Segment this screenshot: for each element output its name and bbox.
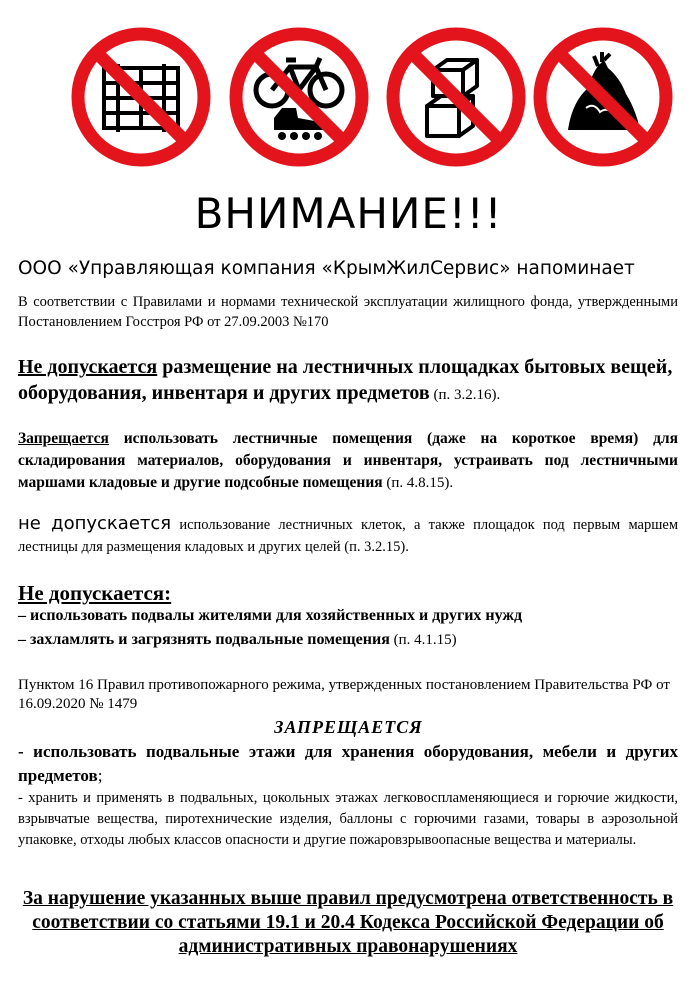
fire-rules-paragraph: Пунктом 16 Правил противопожарного режима, утвержденных постановлением Правительства РФ от 16.09.2020 № 1479 — [18, 677, 670, 712]
prohibition-signs — [0, 22, 697, 172]
no-boxes-icon — [381, 22, 531, 172]
rule-lead: Запрещается — [18, 430, 109, 447]
rule-text: размещение на лестничных площадках бытовых вещей, оборудования, инвентаря и других предметов — [18, 356, 673, 404]
rule-reference: (п. 3.2.16). — [429, 387, 501, 403]
forbidden-basement-storage: - использовать подвальные этажи для хранения оборудования, мебели и других предметов; — [18, 742, 678, 785]
rule-text: использование лестничных клеток, а также площадок под первым маршем лестницы для размещения кладовых и других целей (п. 3.2.15). — [18, 517, 678, 555]
basement-rules-list — [18, 604, 688, 652]
page-title: ВНИМАНИЕ!!! — [194, 189, 503, 238]
forbidden-flammables: - хранить и применять в подвальных, цокольных этажах легковоспламеняющиеся и горючие жидкости, взрывчатые вещества, пиротехнические изделия, баллоны с горючими газами, товары в аэрозольной упаковке, отходы любых классов опасности и другие пожаровзрывоопасные вещества и материалы. — [18, 790, 678, 848]
rule-lead: Не допускается — [18, 356, 158, 378]
basement-rules-heading: Не допускается: — [18, 581, 172, 605]
rule-stairwells — [18, 513, 678, 558]
rule-staircase-landings — [18, 354, 678, 408]
forbidden-heading: ЗАПРЕЩАЕТСЯ — [274, 717, 423, 737]
rule-staircase-storage — [18, 428, 678, 494]
no-bicycle-icon — [224, 22, 374, 172]
list-item: – использовать подвалы жителями для хозяйственных и других нужд — [18, 607, 523, 624]
rule-text: использовать лестничные помещения (даже на короткое время) для складирования материалов, оборудования и инвентаря, устраивать под лестничными маршами кладовые и другие подсобные помещения — [18, 430, 678, 491]
company-line: ООО «Управляющая компания «КрымЖилСервис» напоминает — [18, 258, 635, 279]
no-garbage-icon — [528, 22, 678, 172]
rule-lead: не допускается — [18, 513, 172, 534]
intro-paragraph: В соответствии с Правилами и нормами технической эксплуатации жилищного фонда, утвержденными Постановлением Госстроя РФ от 27.09.2003 №170 — [18, 294, 678, 330]
list-item: – захламлять и загрязнять подвальные помещения (п. 4.1.15) — [18, 631, 457, 648]
rule-reference: (п. 4.8.15). — [382, 475, 454, 491]
no-crates-icon — [66, 22, 216, 172]
liability-footer: За нарушение указанных выше правил предусмотрена ответственность в соответствии со статьями 19.1 и 20.4 Кодекса Российской Федерации об административных правонарушениях — [22, 888, 674, 957]
